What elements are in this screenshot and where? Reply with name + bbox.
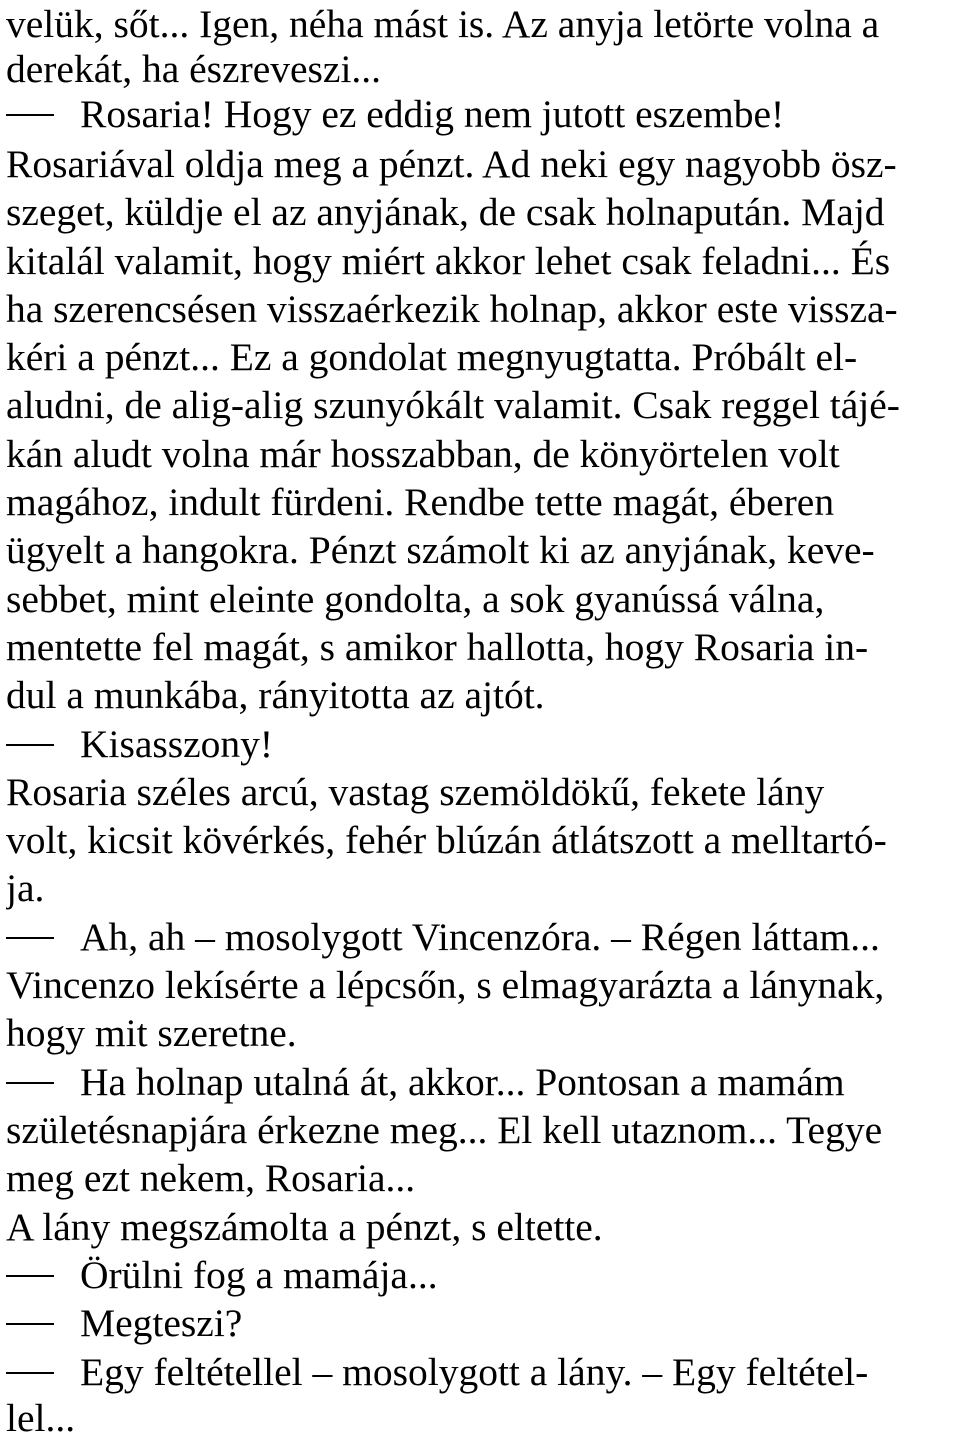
text-line (6, 1154, 954, 1202)
line-text: velük, sőt... Igen, néha mást is. Az anyja letörte volna a (6, 2, 880, 46)
text-line (6, 430, 954, 478)
text-line (6, 188, 954, 236)
text-line (6, 45, 954, 93)
text-line (6, 285, 954, 333)
text-line (6, 671, 954, 719)
line-text: ja. (6, 866, 45, 910)
line-text: kéri a pénzt... Ez a gondolat megnyugtatta. Próbált el- (6, 335, 858, 379)
text-line (6, 237, 954, 285)
dialogue-dash (6, 1275, 54, 1277)
dialogue-dash (6, 937, 54, 939)
line-text: hogy mit szeretne. (6, 1011, 297, 1055)
text-line (6, 1394, 954, 1442)
line-text: Ha holnap utalná át, akkor... Pontosan a mamám (80, 1060, 845, 1104)
line-text: Rosariával oldja meg a pénzt. Ad neki egy nagyobb ösz- (6, 142, 897, 186)
text-line (6, 0, 954, 48)
line-text: A lány megszámolta a pénzt, s eltette. (6, 1205, 603, 1249)
dialogue-line (6, 1299, 954, 1347)
line-text: ügyelt a hangokra. Pénzt számolt ki az anyjának, keve- (6, 528, 875, 572)
dialogue-line (6, 1058, 954, 1106)
line-text: Rosaria széles arcú, vastag szemöldökű, fekete lány (6, 770, 825, 814)
line-text: lel... (6, 1396, 76, 1440)
line-text: Ah, ah – mosolygott Vincenzóra. – Régen láttam... (80, 915, 880, 959)
text-line (6, 526, 954, 574)
dialogue-dash (6, 744, 54, 746)
line-text: szeget, küldje el az anyjának, de csak holnapután. Majd (6, 190, 885, 234)
text-line (6, 864, 954, 912)
text-line (6, 1106, 954, 1154)
line-text: aludni, de alig-alig szunyókált valamit. Csak reggel tájé- (6, 383, 900, 427)
line-text: Vincenzo lekísérte a lépcsőn, s elmagyarázta a lánynak, (6, 963, 885, 1007)
line-text: Kisasszony! (80, 722, 274, 766)
line-text: ha szerencsésen visszaérkezik holnap, akkor este vissza- (6, 287, 898, 331)
line-text: mentette fel magát, s amikor hallotta, hogy Rosaria in- (6, 625, 869, 669)
text-line (6, 623, 954, 671)
dialogue-line (6, 913, 954, 961)
line-text: meg ezt nekem, Rosaria... (6, 1156, 416, 1200)
line-text: derekát, ha észreveszi... (6, 47, 382, 91)
dialogue-line (6, 1251, 954, 1299)
dialogue-dash (6, 114, 54, 116)
text-line (6, 575, 954, 623)
line-text: dul a munkába, rányitotta az ajtót. (6, 673, 545, 717)
line-text: magához, indult fürdeni. Rendbe tette magát, éberen (6, 480, 835, 524)
line-text: volt, kicsit kövérkés, fehér blúzán átlátszott a melltartó- (6, 818, 887, 862)
line-text: kitalál valamit, hogy miért akkor lehet csak feladni... És (6, 239, 891, 283)
line-text: születésnapjára érkezne meg... El kell utaznom... Tegye (6, 1108, 883, 1152)
text-line (6, 1009, 954, 1057)
dialogue-dash (6, 1323, 54, 1325)
text-line (6, 816, 954, 864)
text-line (6, 381, 954, 429)
dialogue-line (6, 90, 954, 138)
dialogue-dash (6, 1372, 54, 1374)
line-text: Örülni fog a mamája... (80, 1253, 438, 1297)
text-line (6, 1203, 954, 1251)
dialogue-dash (6, 1082, 54, 1084)
line-text: Rosaria! Hogy ez eddig nem jutott eszembe! (80, 92, 785, 136)
text-line (6, 478, 954, 526)
dialogue-line (6, 720, 954, 768)
line-text: sebbet, mint eleinte gondolta, a sok gyanússá válna, (6, 577, 825, 621)
line-text: kán aludt volna már hosszabban, de könyörtelen volt (6, 432, 840, 476)
text-line (6, 768, 954, 816)
dialogue-line (6, 1348, 954, 1396)
text-line (6, 140, 954, 188)
line-text: Egy feltétellel – mosolygott a lány. – Egy feltétel- (80, 1350, 869, 1394)
line-text: Megteszi? (80, 1301, 243, 1345)
text-line (6, 961, 954, 1009)
text-line (6, 333, 954, 381)
